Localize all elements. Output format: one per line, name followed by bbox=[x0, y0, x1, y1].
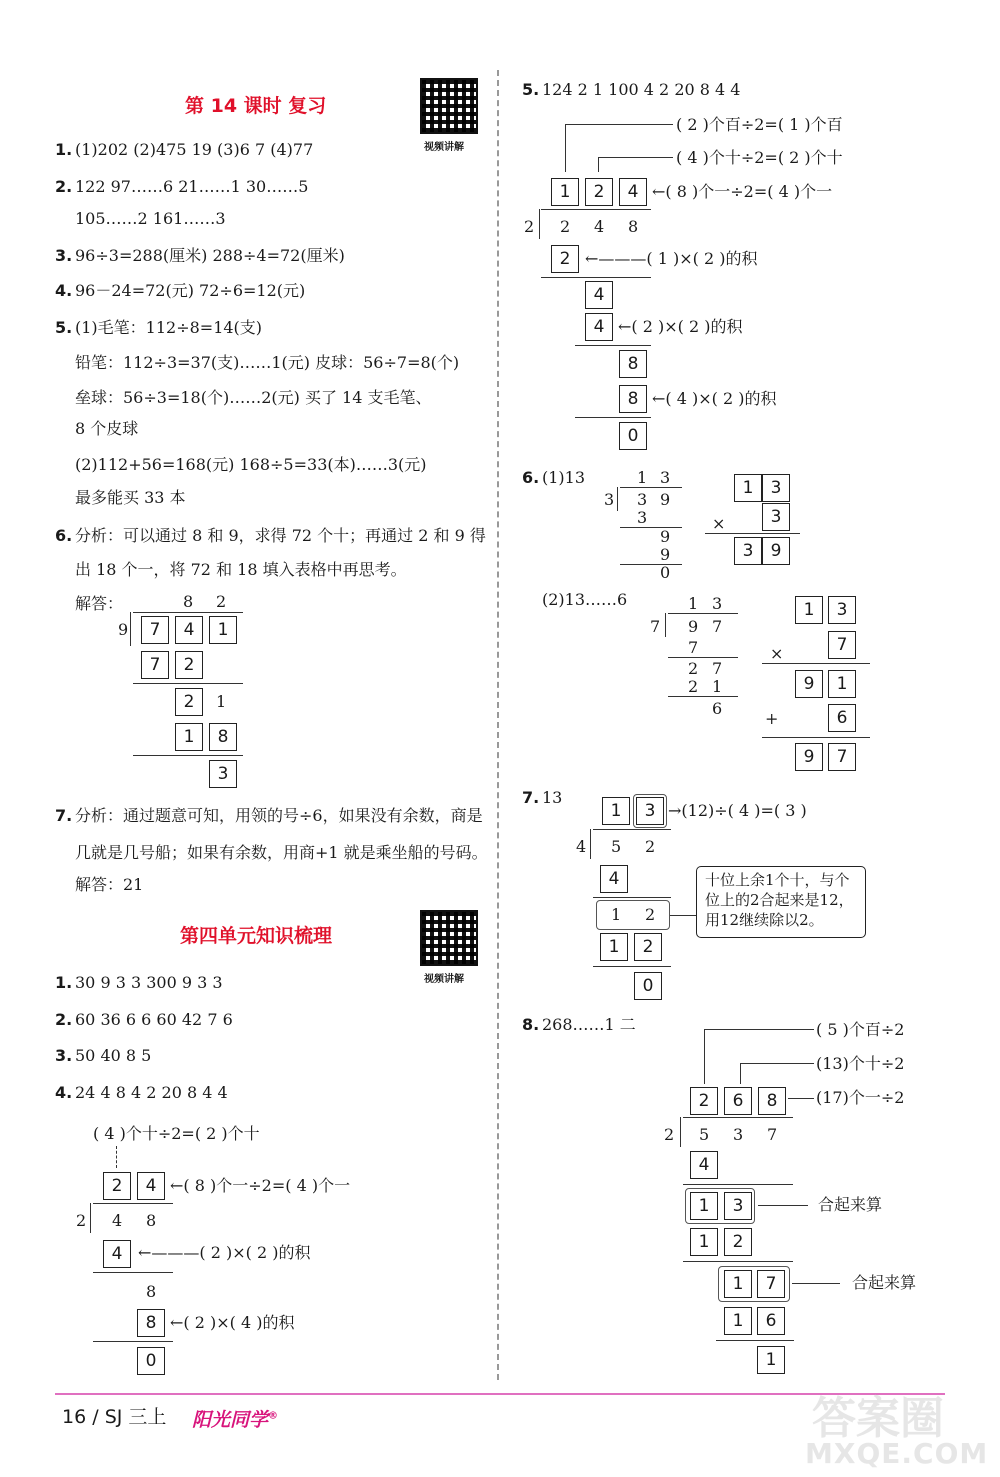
footer bbox=[62, 1405, 166, 1429]
step-label: ←( 2 )×( 2 )的积 bbox=[618, 317, 743, 336]
item-text: 解答：21 bbox=[75, 875, 144, 894]
divisor: 4 bbox=[576, 837, 587, 856]
qr-caption: 视频讲解 bbox=[424, 142, 464, 153]
digit: 4 bbox=[594, 217, 605, 236]
digit-box: 4 bbox=[585, 313, 613, 341]
operator: × bbox=[712, 514, 726, 533]
digit: 7 bbox=[767, 1125, 778, 1144]
item-text: 出 18 个一，将 72 和 18 填入表格中再思考。 bbox=[75, 560, 407, 579]
operator: + bbox=[765, 709, 779, 728]
item-number: 2. bbox=[55, 1010, 73, 1029]
item-text: 垒球：56÷3=18(个)……2(元) 买了 14 支毛笔、 bbox=[75, 388, 432, 407]
digit-box: 4 bbox=[137, 1172, 165, 1200]
digit: 9 bbox=[660, 545, 671, 564]
digit-box: 8 bbox=[619, 385, 647, 413]
registered-mark: ® bbox=[268, 1410, 279, 1422]
digit-box: 1 bbox=[551, 178, 579, 206]
page-number: 16 bbox=[62, 1406, 87, 1428]
item-number: 4. bbox=[55, 281, 73, 300]
quotient-digit: 8 bbox=[183, 592, 194, 611]
digit: 4 bbox=[112, 1211, 123, 1230]
digit: 8 bbox=[628, 217, 639, 236]
item-text: (2)13……6 bbox=[542, 590, 628, 609]
item-text: 124 2 1 100 4 2 20 8 4 4 bbox=[542, 80, 741, 99]
divisor: 2 bbox=[76, 1211, 87, 1230]
digit-box: 3 bbox=[734, 537, 762, 565]
item-number: 4. bbox=[55, 1083, 73, 1102]
step-label: ( 2 )个百÷2=( 1 )个百 bbox=[676, 115, 843, 134]
item-text: 分析：可以通过 8 和 9，求得 72 个十；再通过 2 和 9 得 bbox=[75, 526, 486, 545]
digit-box: 1 bbox=[724, 1307, 752, 1335]
digit-box: 9 bbox=[795, 743, 823, 771]
item-text: 105……2 161……3 bbox=[75, 209, 226, 228]
digit: 6 bbox=[712, 699, 723, 718]
digit: 9 bbox=[688, 617, 699, 636]
item-number: 8. bbox=[522, 1015, 540, 1034]
digit: 8 bbox=[146, 1282, 157, 1301]
explanation-callout: 十位上余1个十，与个位上的2合起来是12，用12继续除以2。 bbox=[696, 866, 866, 938]
digit-box: 0 bbox=[619, 422, 647, 450]
item-text: 96－24=72(元) 72÷6=12(元) bbox=[75, 281, 306, 300]
digit-box: 1 bbox=[175, 723, 203, 751]
digit-box: 2 bbox=[175, 651, 203, 679]
item-text: 122 97……6 21……1 30……5 bbox=[75, 177, 309, 196]
item-text: 几就是几号船；如果有余数，用商+1 就是乘坐船的号码。 bbox=[75, 843, 488, 862]
digit-box: 3 bbox=[762, 474, 790, 502]
watermark-logo: 答案圈 bbox=[812, 1393, 944, 1444]
qr-code-icon[interactable] bbox=[420, 910, 478, 966]
digit: 3 bbox=[660, 468, 671, 487]
digit-box: 1 bbox=[602, 797, 630, 825]
digit-box: 2 bbox=[103, 1172, 131, 1200]
item-text: (2)112+56=168(元) 168÷5=33(本)……3(元) bbox=[75, 455, 427, 474]
unit-title: 第四单元知识梳理 bbox=[180, 925, 333, 947]
item-text: (1)202 (2)475 19 (3)6 7 (4)77 bbox=[75, 140, 314, 159]
item-number: 6. bbox=[55, 526, 73, 545]
item-text: 最多能买 33 本 bbox=[75, 488, 186, 507]
item-text: 268……1 二 bbox=[542, 1015, 636, 1034]
digit-box: 1 bbox=[734, 474, 762, 502]
digit-box: 7 bbox=[141, 616, 169, 644]
item-text: 60 36 6 6 60 42 7 6 bbox=[75, 1010, 233, 1029]
footer-series: SJ bbox=[104, 1406, 123, 1428]
digit-box: 6 bbox=[724, 1087, 752, 1115]
digit-box: 7 bbox=[828, 743, 856, 771]
item-number: 5. bbox=[522, 80, 540, 99]
step-label: ( 4 )个十÷2=( 2 )个十 bbox=[93, 1124, 260, 1143]
item-number: 7. bbox=[522, 788, 540, 807]
digit-box: 2 bbox=[724, 1228, 752, 1256]
digit-box: 6 bbox=[757, 1307, 785, 1335]
digit-box: 9 bbox=[795, 670, 823, 698]
digit-box: 2 bbox=[634, 933, 662, 961]
brand-logo bbox=[192, 1405, 278, 1432]
digit-box: 7 bbox=[828, 631, 856, 659]
digit: 1 bbox=[216, 692, 227, 711]
digit: 3 bbox=[637, 490, 648, 509]
digit: 3 bbox=[637, 508, 648, 527]
item-number: 5. bbox=[55, 318, 73, 337]
item-number: 3. bbox=[55, 1046, 73, 1065]
digit-box: 6 bbox=[828, 704, 856, 732]
item-number: 3. bbox=[55, 246, 73, 265]
qr-code-icon[interactable] bbox=[420, 78, 478, 134]
item-text: (1)13 bbox=[542, 468, 586, 487]
item-number: 6. bbox=[522, 468, 540, 487]
digit-box: 4 bbox=[585, 281, 613, 309]
digit: 1 bbox=[688, 594, 699, 613]
step-label: ( 5 )个百÷2 bbox=[816, 1020, 905, 1039]
step-label: ←( 8 )个一÷2=( 4 )个一 bbox=[170, 1176, 351, 1195]
digit-box: 7 bbox=[757, 1270, 785, 1298]
divisor: 2 bbox=[664, 1125, 675, 1144]
digit-box: 7 bbox=[141, 651, 169, 679]
digit: 3 bbox=[733, 1125, 744, 1144]
digit-box: 0 bbox=[137, 1347, 165, 1375]
step-label: ( 4 )个十÷2=( 2 )个十 bbox=[676, 148, 843, 167]
watermark-url: MXQE.COM bbox=[805, 1437, 989, 1470]
digit-box: 4 bbox=[175, 616, 203, 644]
divisor: 2 bbox=[524, 217, 535, 236]
digit-box: 1 bbox=[209, 616, 237, 644]
digit: 9 bbox=[660, 527, 671, 546]
digit-box: 3 bbox=[209, 760, 237, 788]
digit: 3 bbox=[712, 594, 723, 613]
digit-box: 3 bbox=[724, 1192, 752, 1220]
lesson-title: 第 14 课时 复习 bbox=[185, 95, 327, 117]
digit: 1 bbox=[637, 468, 648, 487]
step-label: 合起来算 bbox=[818, 1195, 883, 1214]
item-text: 铅笔：112÷3=37(支)……1(元) 皮球：56÷7=8(个) bbox=[75, 353, 460, 372]
digit: 2 bbox=[645, 837, 656, 856]
step-label: (17)个一÷2 bbox=[816, 1088, 905, 1107]
digit: 7 bbox=[712, 617, 723, 636]
digit: 2 bbox=[688, 677, 699, 696]
digit-box: 3 bbox=[828, 596, 856, 624]
digit: 9 bbox=[660, 490, 671, 509]
step-label: 合起来算 bbox=[852, 1273, 917, 1292]
item-number: 1. bbox=[55, 140, 73, 159]
item-text: 8 个皮球 bbox=[75, 419, 139, 438]
item-text: 分析：通过题意可知，用领的号÷6，如果没有余数，商是 bbox=[75, 806, 483, 825]
digit-box: 2 bbox=[175, 688, 203, 716]
digit-box: 8 bbox=[209, 723, 237, 751]
digit: 7 bbox=[688, 638, 699, 657]
step-label: (13)个十÷2 bbox=[816, 1054, 905, 1073]
digit: 2 bbox=[688, 659, 699, 678]
digit: 2 bbox=[645, 905, 656, 924]
digit: 2 bbox=[560, 217, 571, 236]
digit-box: 1 bbox=[600, 933, 628, 961]
item-text: 24 4 8 4 2 20 8 4 4 bbox=[75, 1083, 228, 1102]
operator: × bbox=[770, 644, 784, 663]
digit-box: 8 bbox=[137, 1309, 165, 1337]
digit: 1 bbox=[712, 677, 723, 696]
step-label: ←( 4 )×( 2 )的积 bbox=[652, 389, 777, 408]
digit: 0 bbox=[660, 563, 671, 582]
digit: 8 bbox=[146, 1211, 157, 1230]
digit-box: 4 bbox=[690, 1151, 718, 1179]
step-label: ←( 2 )×( 4 )的积 bbox=[170, 1313, 295, 1332]
digit-box: 1 bbox=[690, 1192, 718, 1220]
divisor: 9 bbox=[118, 620, 129, 639]
digit-box: 1 bbox=[757, 1346, 785, 1374]
digit-box: 2 bbox=[551, 245, 579, 273]
item-text: 96÷3=288(厘米) 288÷4=72(厘米) bbox=[75, 246, 345, 265]
digit-box: 8 bbox=[758, 1087, 786, 1115]
qr-caption: 视频讲解 bbox=[424, 974, 464, 985]
digit-box: 1 bbox=[828, 670, 856, 698]
digit-box: 9 bbox=[762, 537, 790, 565]
column-divider bbox=[497, 70, 499, 1380]
step-label: ←———( 1 )×( 2 )的积 bbox=[585, 249, 758, 268]
item-text: 13 bbox=[542, 788, 563, 807]
digit: 7 bbox=[712, 659, 723, 678]
item-text: 50 40 8 5 bbox=[75, 1046, 152, 1065]
digit-box: 8 bbox=[619, 350, 647, 378]
digit-box: 2 bbox=[690, 1087, 718, 1115]
digit: 5 bbox=[699, 1125, 710, 1144]
digit-box: 4 bbox=[600, 865, 628, 893]
digit-box: 1 bbox=[690, 1228, 718, 1256]
digit: 1 bbox=[611, 905, 622, 924]
digit-box: 1 bbox=[795, 596, 823, 624]
divisor: 7 bbox=[650, 617, 661, 636]
step-label: →(12)÷( 4 )=( 3 ) bbox=[668, 801, 807, 820]
step-label: ←———( 2 )×( 2 )的积 bbox=[138, 1243, 311, 1262]
footer-grade: 三上 bbox=[128, 1406, 167, 1428]
item-text: 30 9 3 3 300 9 3 3 bbox=[75, 973, 223, 992]
digit-box: 3 bbox=[636, 797, 664, 825]
quotient-digit: 2 bbox=[216, 592, 227, 611]
digit-box: 1 bbox=[724, 1270, 752, 1298]
brand-name: 阳光同学 bbox=[192, 1409, 269, 1431]
step-label: ←( 8 )个一÷2=( 4 )个一 bbox=[652, 182, 833, 201]
item-number: 1. bbox=[55, 973, 73, 992]
digit-box: 2 bbox=[585, 178, 613, 206]
digit-box: 3 bbox=[762, 503, 790, 531]
digit-box: 0 bbox=[634, 972, 662, 1000]
item-text: (1)毛笔：112÷8=14(支) bbox=[75, 318, 263, 337]
footer-slash: / bbox=[92, 1406, 99, 1428]
digit: 5 bbox=[611, 837, 622, 856]
answer-label: 解答： bbox=[75, 594, 124, 613]
digit-box: 4 bbox=[619, 178, 647, 206]
divisor: 3 bbox=[604, 490, 615, 509]
digit-box: 4 bbox=[103, 1240, 131, 1268]
item-number: 2. bbox=[55, 177, 73, 196]
item-number: 7. bbox=[55, 806, 73, 825]
